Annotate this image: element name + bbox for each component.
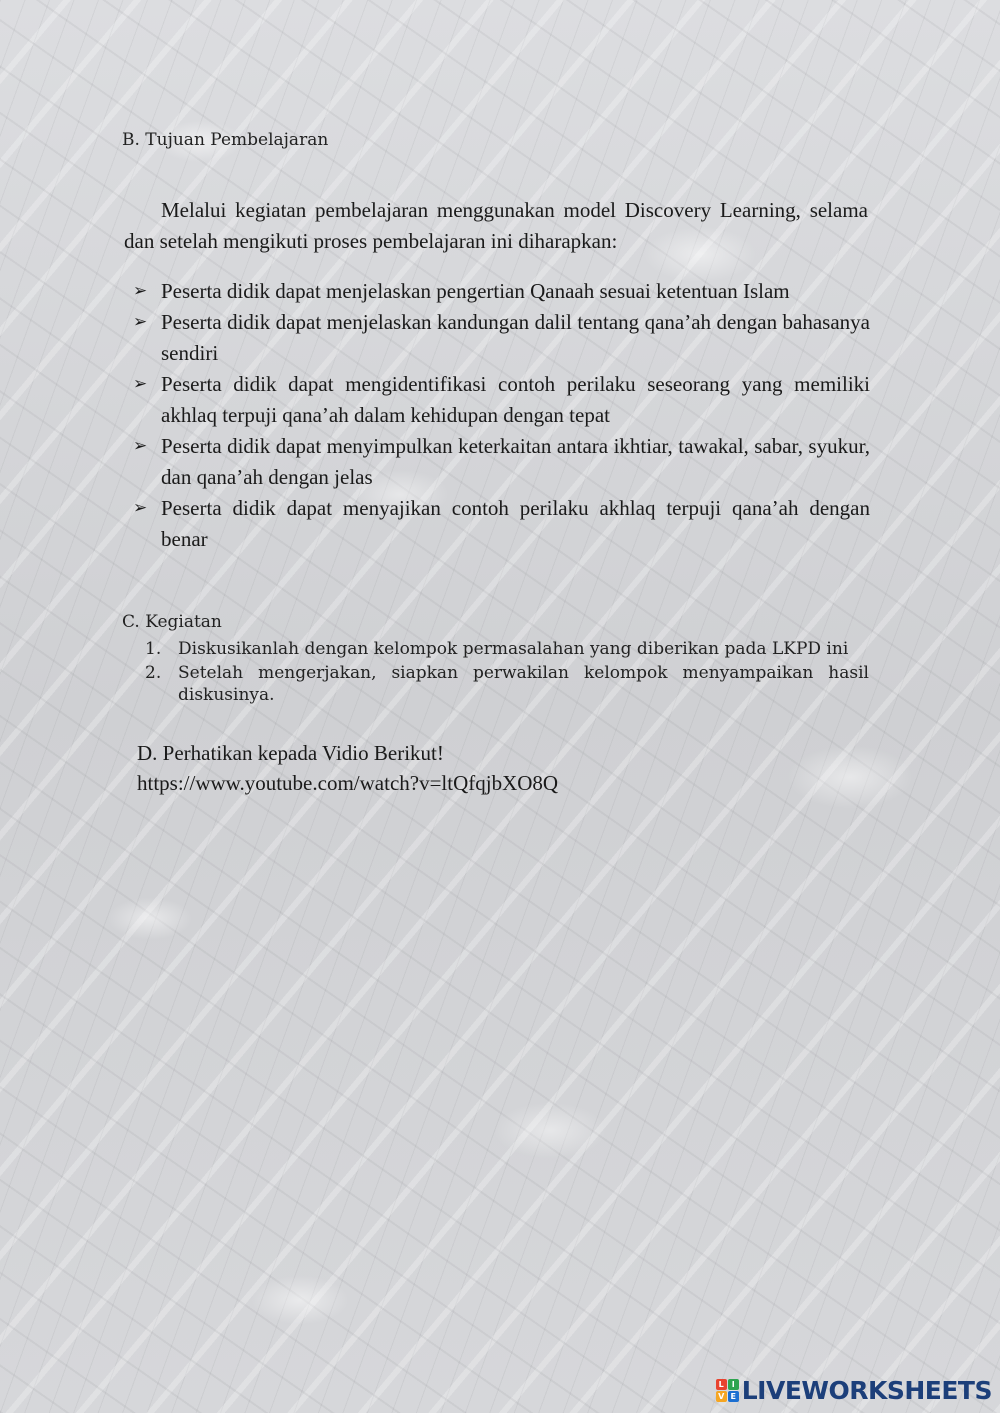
objective-text: Peserta didik dapat menjelaskan pengertian Qanaah sesuai ketentuan Islam (161, 279, 790, 303)
activity-number: 2. (145, 663, 162, 683)
activity-number: 1. (145, 639, 162, 659)
badge-letter: V (716, 1391, 727, 1402)
objective-text: Peserta didik dapat menyajikan contoh perilaku akhlaq terpuji qana’ah dengan benar (161, 496, 870, 551)
badge-letter: E (728, 1391, 739, 1402)
list-item (130, 307, 870, 369)
arrow-bullet-icon: ➢ (133, 312, 148, 332)
list-item (130, 431, 870, 493)
objective-text: Peserta didik dapat menyimpulkan keterkaitan antara ikhtiar, tawakal, sabar, syukur, dan qana’ah dengan jelas (161, 434, 870, 489)
list-item (130, 493, 870, 555)
arrow-bullet-icon: ➢ (133, 281, 148, 301)
list-item (145, 638, 869, 660)
section-c-heading: C. Kegiatan (122, 612, 222, 632)
section-b-intro: Melalui kegiatan pembelajaran menggunakan model Discovery Learning, selama dan setelah mengikuti proses pembelajaran ini diharapkan: (124, 198, 868, 253)
activities-list (145, 638, 869, 708)
section-d-heading: D. Perhatikan kepada Vidio Berikut! (137, 741, 444, 765)
section-d (137, 738, 558, 798)
list-item (130, 276, 870, 307)
objective-text: Peserta didik dapat mengidentifikasi contoh perilaku seseorang yang memiliki akhlaq terpuji qana’ah dalam kehidupan dengan tepat (161, 372, 870, 427)
section-b-heading: B. Tujuan Pembelajaran (122, 130, 329, 150)
activity-text: Diskusikanlah dengan kelompok permasalahan yang diberikan pada LKPD ini (178, 639, 849, 659)
logo-text: LIVEWORKSHEETS (741, 1376, 992, 1405)
liveworksheets-badge-icon (716, 1379, 739, 1402)
arrow-bullet-icon: ➢ (133, 374, 148, 394)
activity-text: Setelah mengerjakan, siapkan perwakilan kelompok menyampaikan hasil diskusinya. (178, 663, 869, 705)
arrow-bullet-icon: ➢ (133, 498, 148, 518)
badge-letter: I (728, 1379, 739, 1390)
video-link[interactable]: https://www.youtube.com/watch?v=ltQfqjbXO8Q (137, 771, 559, 795)
list-item (145, 662, 869, 706)
arrow-bullet-icon: ➢ (133, 436, 148, 456)
objective-text: Peserta didik dapat menjelaskan kandungan dalil tentang qana’ah dengan bahasanya sendiri (161, 310, 870, 365)
list-item (130, 369, 870, 431)
badge-letter: L (716, 1379, 727, 1390)
liveworksheets-logo (716, 1376, 992, 1405)
objectives-list (130, 276, 870, 555)
